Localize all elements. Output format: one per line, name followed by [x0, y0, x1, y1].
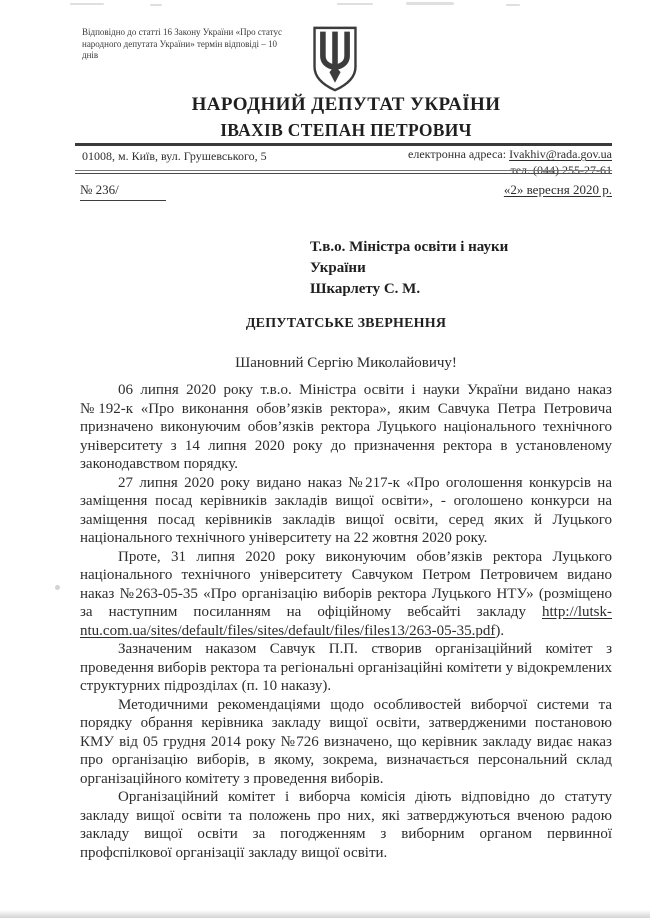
salutation: Шановний Сергію Миколайовичу! [235, 355, 457, 371]
paragraph: 27 липня 2020 року видано наказ №217-к «Про оголошення конкурсів на заміщення посад керівників закладів вищої освіти», - оголошено конкурси на заміщення посад керівників закладів вищої освіти, серед яких й Луцького національного технічного університету на 22 жовтня 2020 року. [80, 474, 612, 546]
scan-artifact [70, 3, 104, 5]
letterhead-divider-top [75, 143, 612, 146]
email-address: Ivakhiv@rada.gov.ua [509, 147, 612, 161]
addressee-line: Шкарлету С. М. [310, 281, 421, 297]
ukraine-trident-emblem-icon [307, 26, 363, 93]
postal-address: 01008, м. Київ, вул. Грушевського, 5 [82, 149, 267, 163]
paragraph-text: Проте, 31 липня 2020 року виконуючим обов’язків ректора Луцького національного технічного університету Савчуком Петром Петровичем видано наказ №263-05-35 «Про організацію виборів ректора Луцького НТУ» (розміщено за наступним посиланням на офіційному вебсайті закладу [80, 548, 612, 620]
reference-number-line [80, 182, 166, 201]
letter-date: «2» вересня 2020 р. [503, 182, 612, 197]
scan-artifact [506, 4, 520, 6]
legal-notice: Відповідно до статті 16 Закону України «Про статус народного депутата України» термін відповіді – 10 днів [82, 27, 282, 60]
document-url: http://lutsk-ntu.com.ua/sites/default/files/sites/default/files/files13/263-05-35.pdf [80, 604, 612, 639]
email-line [408, 147, 612, 163]
scan-artifact [150, 4, 162, 6]
paragraph: Методичними рекомендаціями щодо особливостей виборчої системи та порядку обрання керівника закладу вищої освіти, затвердженими постановою КМУ від 05 грудня 2014 року №726 визначено, що керівник закладу видає наказ про організацію виборів, в якому, зокрема, визначається персональний склад організаційного комітету з проведення виборів. [80, 696, 612, 787]
email-label: електронна адреса: [408, 147, 510, 161]
outgoing-number: № 236/ [80, 182, 166, 201]
scan-artifact [406, 2, 454, 5]
addressee-line: Т.в.о. Міністра освіти і науки [310, 239, 509, 255]
addressee-line: України [310, 260, 366, 276]
paragraph: Зазначеним наказом Савчук П.П. створив організаційний комітет з проведення виборів ректора та регіональні організаційні комітети у відокремлених структурних підрозділах (п. 10 наказу). [80, 641, 612, 694]
letter-date-line [504, 182, 612, 198]
addressee-block [310, 237, 580, 300]
paragraph-text: ). [495, 622, 505, 639]
phone-number: тел. (044) 255-27-61 [510, 162, 612, 177]
paragraph: Організаційний комітет і виборча комісія діють відповідно до статуту закладу вищої освіти та положень про них, які затверджуються вченою радою закладу вищої освіти за погодженням з виборним органом первинної профспілкової організації закладу вищої освіти. [80, 789, 612, 861]
scan-artifact [55, 585, 60, 590]
letterhead-divider-bottom [75, 170, 612, 174]
letterhead-title: НАРОДНИЙ ДЕПУТАТ УКРАЇНИ [191, 94, 501, 115]
letter-body [80, 381, 612, 862]
document-title: ДЕПУТАТСЬКЕ ЗВЕРНЕННЯ [245, 316, 447, 331]
scan-artifact [337, 3, 373, 5]
letterhead-name: ІВАХІВ СТЕПАН ПЕТРОВИЧ [220, 120, 472, 140]
scan-edge [0, 910, 650, 918]
paragraph: 06 липня 2020 року т.в.о. Міністра освіти і науки України видано наказ №192-к «Про виконання обов’язків ректора», яким Савчука Петра Петровича призначено виконуючим обов’язків ректора Луцького національного технічного університету з 14 липня 2020 року до призначення ректора в установленому законодавством порядку. [80, 382, 612, 472]
paragraph [80, 548, 612, 641]
